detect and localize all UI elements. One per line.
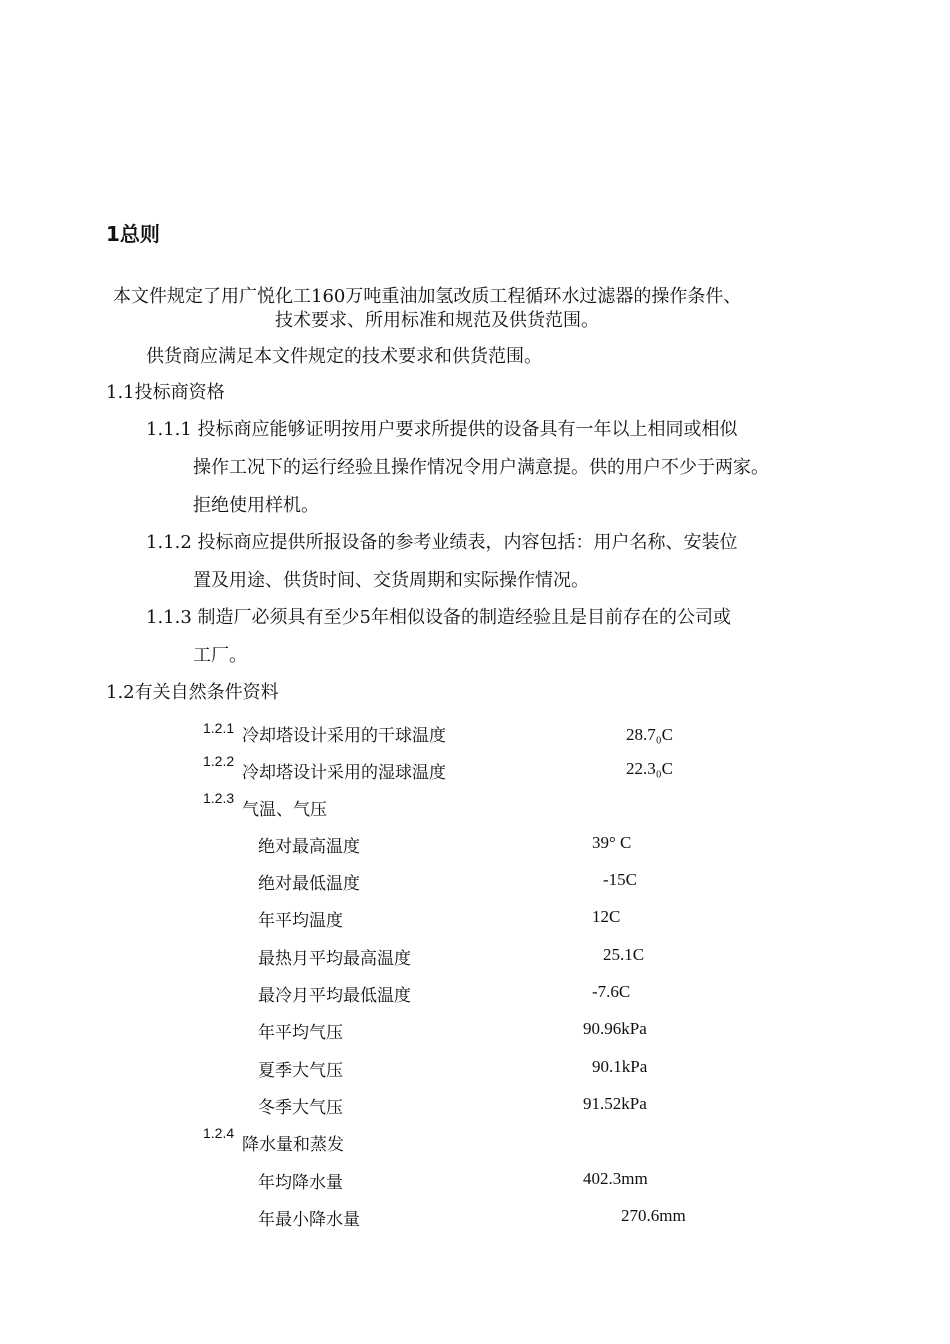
item-value: 22.3₀C bbox=[626, 759, 674, 778]
paragraph-1-1-2-line-2: 置及用途、供货时间、交货周期和实际操作情况。 bbox=[193, 570, 589, 591]
item-number: 1.2.4 bbox=[203, 1125, 235, 1141]
item-value: 28.7₀C bbox=[626, 725, 674, 744]
precip-value: 402.3mm bbox=[583, 1169, 648, 1188]
precip-label: 年均降水量 bbox=[258, 1173, 343, 1193]
item-label: 气温、气压 bbox=[242, 800, 327, 820]
climate-value: 90.1kPa bbox=[592, 1057, 648, 1076]
section-heading: 1总则 bbox=[106, 222, 160, 246]
climate-value: 90.96kPa bbox=[583, 1019, 647, 1038]
climate-value: 91.52kPa bbox=[583, 1094, 647, 1113]
intro-line-2: 技术要求、所用标准和规范及供货范围。 bbox=[275, 310, 599, 331]
paragraph-1-1-2-line-1: 1.1.2 投标商应提供所报设备的参考业绩表，内容包括：用户名称、安装位 bbox=[146, 532, 738, 553]
paragraph-1-1-3-line-2: 工厂。 bbox=[193, 645, 247, 666]
paragraph-1-1-1-line-3: 拒绝使用样机。 bbox=[193, 495, 319, 516]
intro-line-1: 本文件规定了用广悦化工160万吨重油加氢改质工程循环水过滤器的操作条件、 bbox=[113, 286, 742, 307]
climate-label: 冬季大气压 bbox=[258, 1098, 343, 1118]
item-number: 1.2.3 bbox=[203, 790, 235, 806]
climate-label: 绝对最高温度 bbox=[258, 837, 360, 857]
precip-value: 270.6mm bbox=[621, 1206, 686, 1225]
climate-value: 12C bbox=[592, 907, 621, 926]
climate-label: 年平均温度 bbox=[258, 911, 343, 931]
climate-value: 39° C bbox=[592, 833, 632, 852]
item-label: 冷却塔设计采用的干球温度 bbox=[242, 726, 446, 746]
climate-label: 年平均气压 bbox=[258, 1023, 343, 1043]
subsection-title-1-2: 1.2有关自然条件资料 bbox=[106, 682, 279, 703]
paragraph-1-1-1-line-1: 1.1.1 投标商应能够证明按用户要求所提供的设备具有一年以上相同或相似 bbox=[146, 419, 738, 440]
paragraph-1-1-3-line-1: 1.1.3 制造厂必须具有至少5年相似设备的制造经验且是目前存在的公司或 bbox=[146, 607, 731, 628]
climate-label: 夏季大气压 bbox=[258, 1061, 343, 1081]
intro-line-3: 供货商应满足本文件规定的技术要求和供货范围。 bbox=[146, 346, 542, 367]
climate-label: 绝对最低温度 bbox=[258, 874, 360, 894]
climate-value: -15C bbox=[603, 870, 637, 889]
climate-value: -7.6C bbox=[592, 982, 631, 1001]
subsection-title-1-1: 1.1投标商资格 bbox=[106, 382, 225, 403]
climate-label: 最热月平均最高温度 bbox=[258, 949, 411, 969]
climate-value: 25.1C bbox=[603, 945, 645, 964]
item-label: 降水量和蒸发 bbox=[242, 1135, 344, 1155]
item-number: 1.2.1 bbox=[203, 720, 235, 736]
precip-label: 年最小降水量 bbox=[258, 1210, 360, 1230]
paragraph-1-1-1-line-2: 操作工况下的运行经验且操作情况令用户满意提。供的用户不少于两家。 bbox=[193, 457, 769, 478]
item-label: 冷却塔设计采用的湿球温度 bbox=[242, 763, 446, 783]
item-number: 1.2.2 bbox=[203, 753, 235, 769]
climate-label: 最冷月平均最低温度 bbox=[258, 986, 411, 1006]
